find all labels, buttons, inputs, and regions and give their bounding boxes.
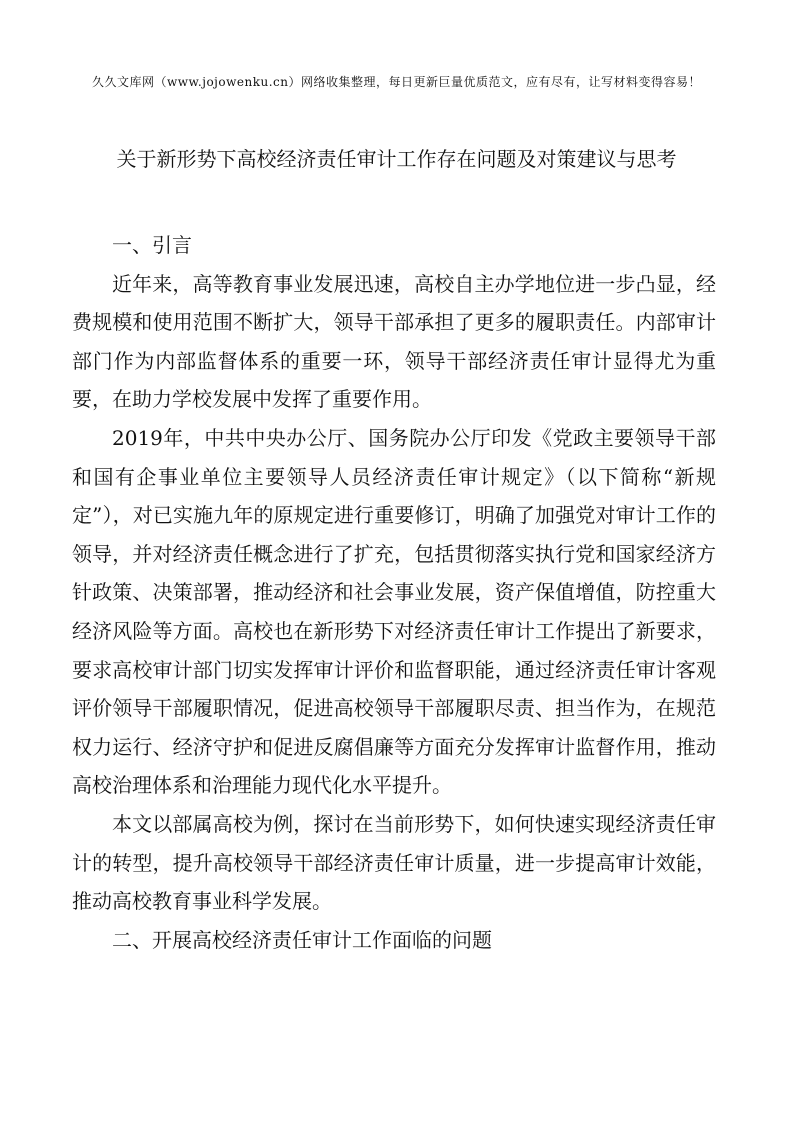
running-header: 久久文库网（www.jojowenku.cn）网络收集整理，每日更新巨量优质范文，应有尽有，让写材料变得容易！	[92, 75, 701, 89]
document-title: 关于新形势下高校经济责任审计工作存在问题及对策建议与思考	[116, 147, 677, 171]
section-heading-problems: 二、开展高校经济责任审计工作面临的问题	[112, 927, 492, 952]
paragraph: 2019年，中共中央办公厅、国务院办公厅印发《党政主要领导干部和国有企事业单位主要领导人员经济责任审计规定》（以下简称“新规定”），对已实施九年的原规定进行重要修订，明确了加强党对审计工作的领导，并对经济责任概念进行了扩充，包括贯彻落实执行党和国家经济方针政策、决策部署，推动经济和社会事业发展，资产保值增值，防控重大经济风险等方面。高校也在新形势下对经济责任审计工作提出了新要求，要求高校审计部门切实发挥审计评价和监督职能，通过经济责任审计客观评价领导干部履职情况，促进高校领导干部履职尽责、担当作为，在规范权力运行、经济守护和促进反腐倡廉等方面充分发挥审计监督作用，推动高校治理体系和治理能力现代化水平提升。	[72, 425, 716, 798]
document-body	[72, 226, 716, 959]
section-heading-introduction: 一、引言	[112, 233, 192, 257]
paragraph: 近年来，高等教育事业发展迅速，高校自主办学地位进一步凸显，经费规模和使用范围不断扩大，领导干部承担了更多的履职责任。内部审计部门作为内部监督体系的重要一环，领导干部经济责任审计显得尤为重要，在助力学校发展中发挥了重要作用。	[72, 271, 716, 412]
paragraph: 本文以部属高校为例，探讨在当前形势下，如何快速实现经济责任审计的转型，提升高校领导干部经济责任审计质量，进一步提高审计效能，推动高校教育事业科学发展。	[72, 811, 716, 914]
